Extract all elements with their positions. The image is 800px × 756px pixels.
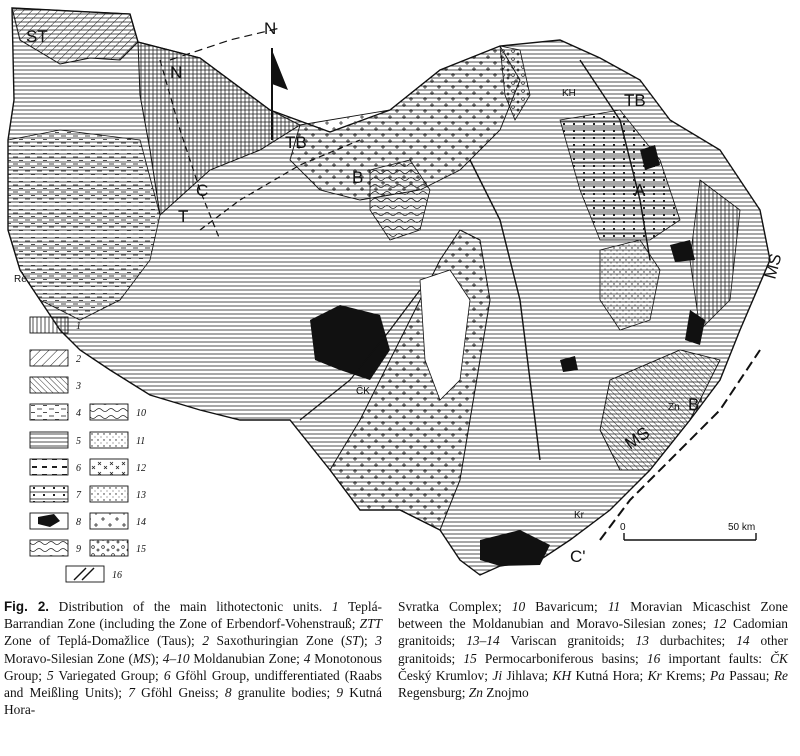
label-st: ST bbox=[26, 27, 48, 46]
scale-end: 50 km bbox=[728, 522, 756, 533]
label-re: Re bbox=[14, 274, 27, 285]
legend-num-7: 7 bbox=[76, 490, 81, 501]
legend-num-1: 1 bbox=[76, 321, 81, 332]
caption-left: Fig. 2. Distribution of the main lithotectonic units. 1 Teplá-Barrandian Zone (including the Zone of Erbendorf-Vohenstrauß; ZTT Zone of Teplá-Domažlice (Taus); 2 Saxothuringian Zone (ST); 3 Moravo-Silesian Zone (MS); 4–10 Moldanubian Zone; 4 Monotonous Group; 5 Variegated Group; 6 Gföhl Group, undifferentiated (Raabs and Meißling Units); 7 Gföhl Gneiss; 8 granulite bodies; 9 Kutná Hora- bbox=[4, 599, 383, 718]
legend-num-2: 2 bbox=[76, 354, 81, 365]
label-a: A bbox=[634, 181, 646, 200]
label-kh: KH bbox=[562, 88, 576, 99]
label-ms-east: MS bbox=[760, 251, 786, 282]
legend-num-16: 16 bbox=[112, 570, 122, 581]
label-tb-ne: TB bbox=[624, 91, 646, 110]
scale-zero: 0 bbox=[620, 522, 626, 533]
legend-num-11: 11 bbox=[136, 436, 146, 447]
figure-label: Fig. 2. bbox=[4, 599, 49, 614]
legend-num-8: 8 bbox=[76, 517, 81, 528]
legend-num-6: 6 bbox=[76, 463, 81, 474]
legend-num-14: 14 bbox=[136, 517, 146, 528]
legend-num-12: 12 bbox=[136, 463, 146, 474]
label-kr: Kr bbox=[574, 510, 584, 521]
caption-right: Svratka Complex; 10 Bavaricum; 11 Moravian Micaschist Zone between the Moldanubian and Moravo-Silesian zones; 12 Cadomian granitoids; 13–14 Variscan granitoids; 13 durbachites; 14 other granitoids; 15 Permocarboniferous basins; 16 important faults: ČK Český Krumlov; Ji Jihlava; KH Kutná Hora; Kr Krems; Pa Passau; Re Regensburg; Zn Znojmo bbox=[398, 599, 788, 701]
label-t: T bbox=[178, 207, 189, 226]
legend-num-4: 4 bbox=[76, 408, 81, 419]
legend-num-3: 3 bbox=[76, 381, 81, 392]
legend-num-5: 5 bbox=[76, 436, 81, 447]
label-ck: ČK bbox=[356, 386, 370, 397]
label-zn: Zn bbox=[668, 402, 680, 413]
legend-num-10: 10 bbox=[136, 408, 146, 419]
scale-bar bbox=[620, 522, 756, 540]
label-c: C bbox=[196, 181, 209, 200]
legend-num-9: 9 bbox=[76, 544, 81, 555]
label-n: N bbox=[170, 63, 183, 82]
legend-num-13: 13 bbox=[136, 490, 146, 501]
north-label: N bbox=[264, 19, 277, 38]
label-b-prime: B' bbox=[688, 395, 703, 414]
label-ms-southeast: MS bbox=[621, 423, 654, 454]
label-c-prime: C' bbox=[570, 547, 586, 566]
label-b: B bbox=[352, 168, 364, 187]
legend-num-15: 15 bbox=[136, 544, 146, 555]
label-tb-nw: TB bbox=[285, 133, 307, 152]
